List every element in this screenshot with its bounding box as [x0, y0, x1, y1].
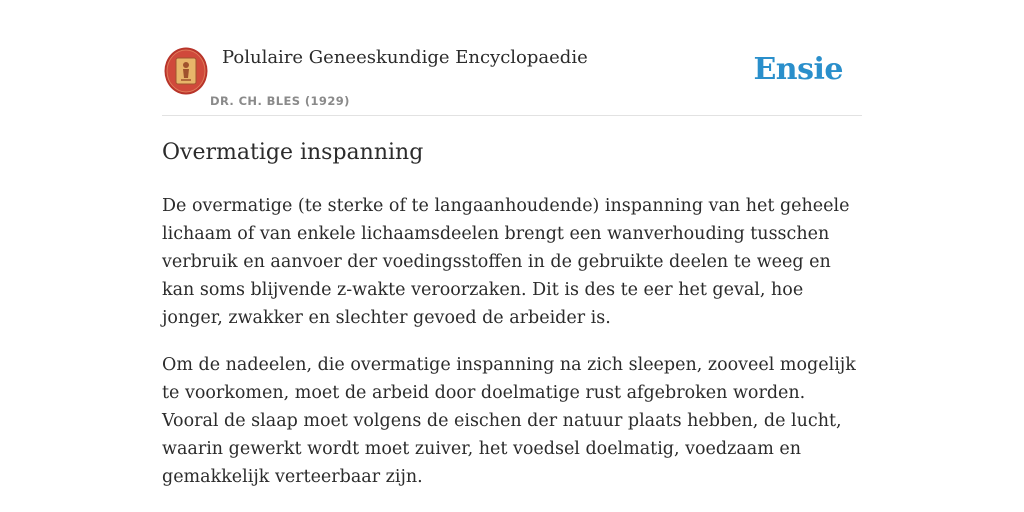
article-paragraph-2: Om de nadeelen, die overmatige inspanning na zich sleepen, zooveel mogelijk te voorkomen, moet de arbeid door doelmatige rust afgebroken worden. Vooral de slaap moet volgens de eischen der natuur plaats hebben, de lucht, waarin gewerkt wordt moet zuiver, het voedsel doelmatig, voedzaam en gemakkelijk verteerbaar zijn. [162, 355, 856, 487]
page-container [162, 0, 862, 487]
author-credit: DR. CH. BLES (1929) [210, 94, 350, 108]
book-cover-icon[interactable] [164, 47, 208, 95]
ensie-logo[interactable]: Ensie [753, 52, 843, 87]
article-paragraph-1: De overmatige (te sterke of te langaanhoudende) inspanning van het geheele lichaam of van enkele lichaamsdeelen brengt een wanverhouding tusschen verbruik en aanvoer der voedingsstoffen in de gebruikte deelen te weeg en kan soms blijvende z-wakte veroorzaken. Dit is des te eer het geval, hoe jonger, zwakker en slechter gevoed de arbeider is. [162, 196, 850, 328]
article-title: Overmatige inspanning [162, 140, 424, 165]
book-title[interactable]: Polulaire Geneeskundige Encyclopaedie [222, 47, 588, 68]
encyclopedia-header [162, 0, 862, 116]
